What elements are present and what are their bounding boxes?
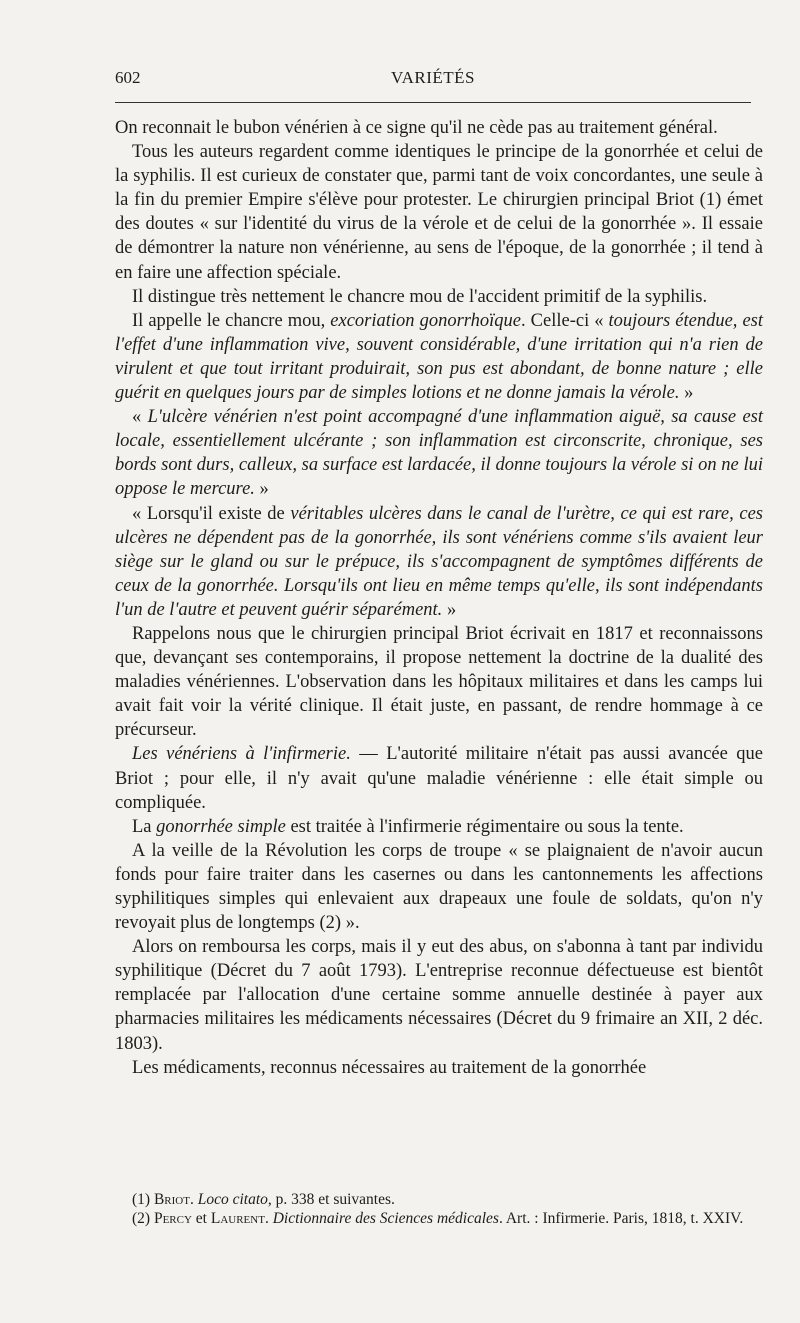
italic-citation: Loco citato: [197, 1191, 268, 1208]
paragraph: Il distingue très nettement le chancre mou de l'accident primitif de la syphilis.: [132, 286, 708, 307]
text-run: — L'autorité militaire n'était pas aussi avancée que Briot ; pour elle, il n'y avait qu'une maladie vénérienne : elle était simple ou compliquée.: [115, 744, 763, 813]
text-run: .: [189, 1191, 198, 1208]
page-number: 602: [115, 68, 141, 87]
footnote-number: (1): [132, 1191, 154, 1208]
paragraph: On reconnait le bubon vénérien à ce signe qu'il ne cède pas au traitement général.: [115, 118, 718, 138]
text-run: . Art. : Infirmerie. Paris, 1818, t. XXIV.: [498, 1210, 744, 1227]
text-run: .: [264, 1210, 273, 1227]
text-run: La: [132, 816, 157, 837]
paragraph: [115, 502, 763, 622]
text-run: »: [254, 479, 269, 500]
text-run: « Lorsqu'il existe de: [132, 503, 291, 524]
text-run: et: [191, 1210, 211, 1227]
paragraph: Les médicaments, reconnus nécessaires au traitement de la gonorrhée: [132, 1057, 647, 1078]
paragraph: [115, 815, 763, 839]
text-run: »: [442, 599, 457, 620]
italic-quote: véritables ulcères dans le canal de l'urètre, ce qui est rare, ces ulcères ne dépendent pas de la gonorrhée, ils sont vénériens comme s'ils avaient leur siège sur le gland ou sur le prépuce, ils s'accompagnent de symptômes différents de ceux de la gonorrhée. Lorsqu'ils ont lieu en même temps qu'elle, ils sont indépendants l'un de l'autre et peuvent guérir séparément.: [115, 503, 763, 620]
italic-quote: L'ulcère vénérien n'est point accompagné d'une inflammation aiguë, sa cause est locale, essentiellement ulcérante ; son inflammation est circonscrite, chronique, ses bords sont durs, calleux, sa surface est lardacée, il donne toujours la vérole si on ne lui oppose le mercure.: [115, 407, 763, 500]
italic-term: gonorrhée simple: [156, 816, 286, 837]
text-run: «: [132, 407, 148, 428]
paragraph: Alors on remboursa les corps, mais il y eut des abus, on s'abonna à tant par individu syphilitique (Décret du 7 août 1793). L'entreprise reconnue défectueuse est bientôt remplacée par l'allocation d'une certaine somme annuelle destinée à payer aux pharmacies militaires les médicaments nécessaires (Décret du 9 frimaire an XII, 2 déc. 1803).: [115, 937, 763, 1054]
paragraph: A la veille de la Révolution les corps de troupe « se plaignaient de n'avoir aucun fonds pour faire traiter dans les casernes ou dans les cantonnements les affections syphilitiques simples qui enlevaient aux drapeaux une foule de soldats, qu'on n'y revoyait plus de longtemps (2) ».: [115, 840, 763, 934]
italic-citation: Dictionnaire des Sciences médicales: [272, 1210, 499, 1227]
paragraph: [115, 405, 763, 501]
running-title: VARIÉTÉS: [391, 68, 475, 87]
paragraph: Tous les auteurs regardent comme identiques le principe de la gonorrhée et celui de la syphilis. Il est curieux de constater que, parmi tant de voix concordantes, une seule à la fin du premier Empire s'élève pour protester. Le chirurgien principal Briot (1) émet des doutes « sur l'identité du virus de la vérole et de celui de la gonorrhée ». Il essaie de démontrer la nature non vénérienne, au sens de l'époque, de la gonorrhée ; il tend à en faire une affection spéciale.: [115, 142, 763, 283]
paragraph: [115, 309, 763, 405]
italic-quote: toujours étendue, est l'effet d'une inflammation vive, souvent considérable, d'une irritation qui n'a rien de virulent et que tout irritant produirait, son pus est abondant, de bonne nature ; elle guérit en quelques jours par de simples lotions et ne donne jamais la vérole.: [115, 310, 763, 404]
footnotes: [115, 1190, 763, 1228]
header-rule: [115, 102, 751, 103]
footnote: [115, 1190, 763, 1209]
footnote-author: Briot: [153, 1191, 190, 1208]
footnote-author: Percy: [153, 1210, 192, 1227]
paragraph: Rappelons nous que le chirurgien principal Briot écrivait en 1817 et reconnaissons que, devançant ses contemporains, il propose nettement la doctrine de la dualité des maladies vénériennes. L'observation dans les hôpitaux militaires et dans les camps lui avait fait voir la vérité clinique. Il était juste, en passant, de rendre hommage à ce précurseur.: [115, 623, 763, 741]
body-text: [115, 116, 763, 1080]
italic-term: excoriation gonorrhoïque: [330, 310, 521, 331]
section-heading: Les vénériens à l'infirmerie.: [132, 744, 351, 765]
footnote-number: (2): [132, 1210, 154, 1227]
text-run: . Celle-ci «: [521, 310, 609, 331]
footnote: [115, 1209, 763, 1228]
text-run: Il appelle le chancre mou,: [132, 310, 331, 331]
footnote-author: Laurent: [210, 1210, 265, 1227]
page-header: [115, 68, 751, 92]
text-run: est traitée à l'infirmerie régimentaire ou sous la tente.: [285, 816, 684, 837]
paragraph: [115, 742, 763, 814]
text-run: , p. 338 et suivantes.: [267, 1191, 395, 1208]
text-run: »: [679, 383, 694, 404]
